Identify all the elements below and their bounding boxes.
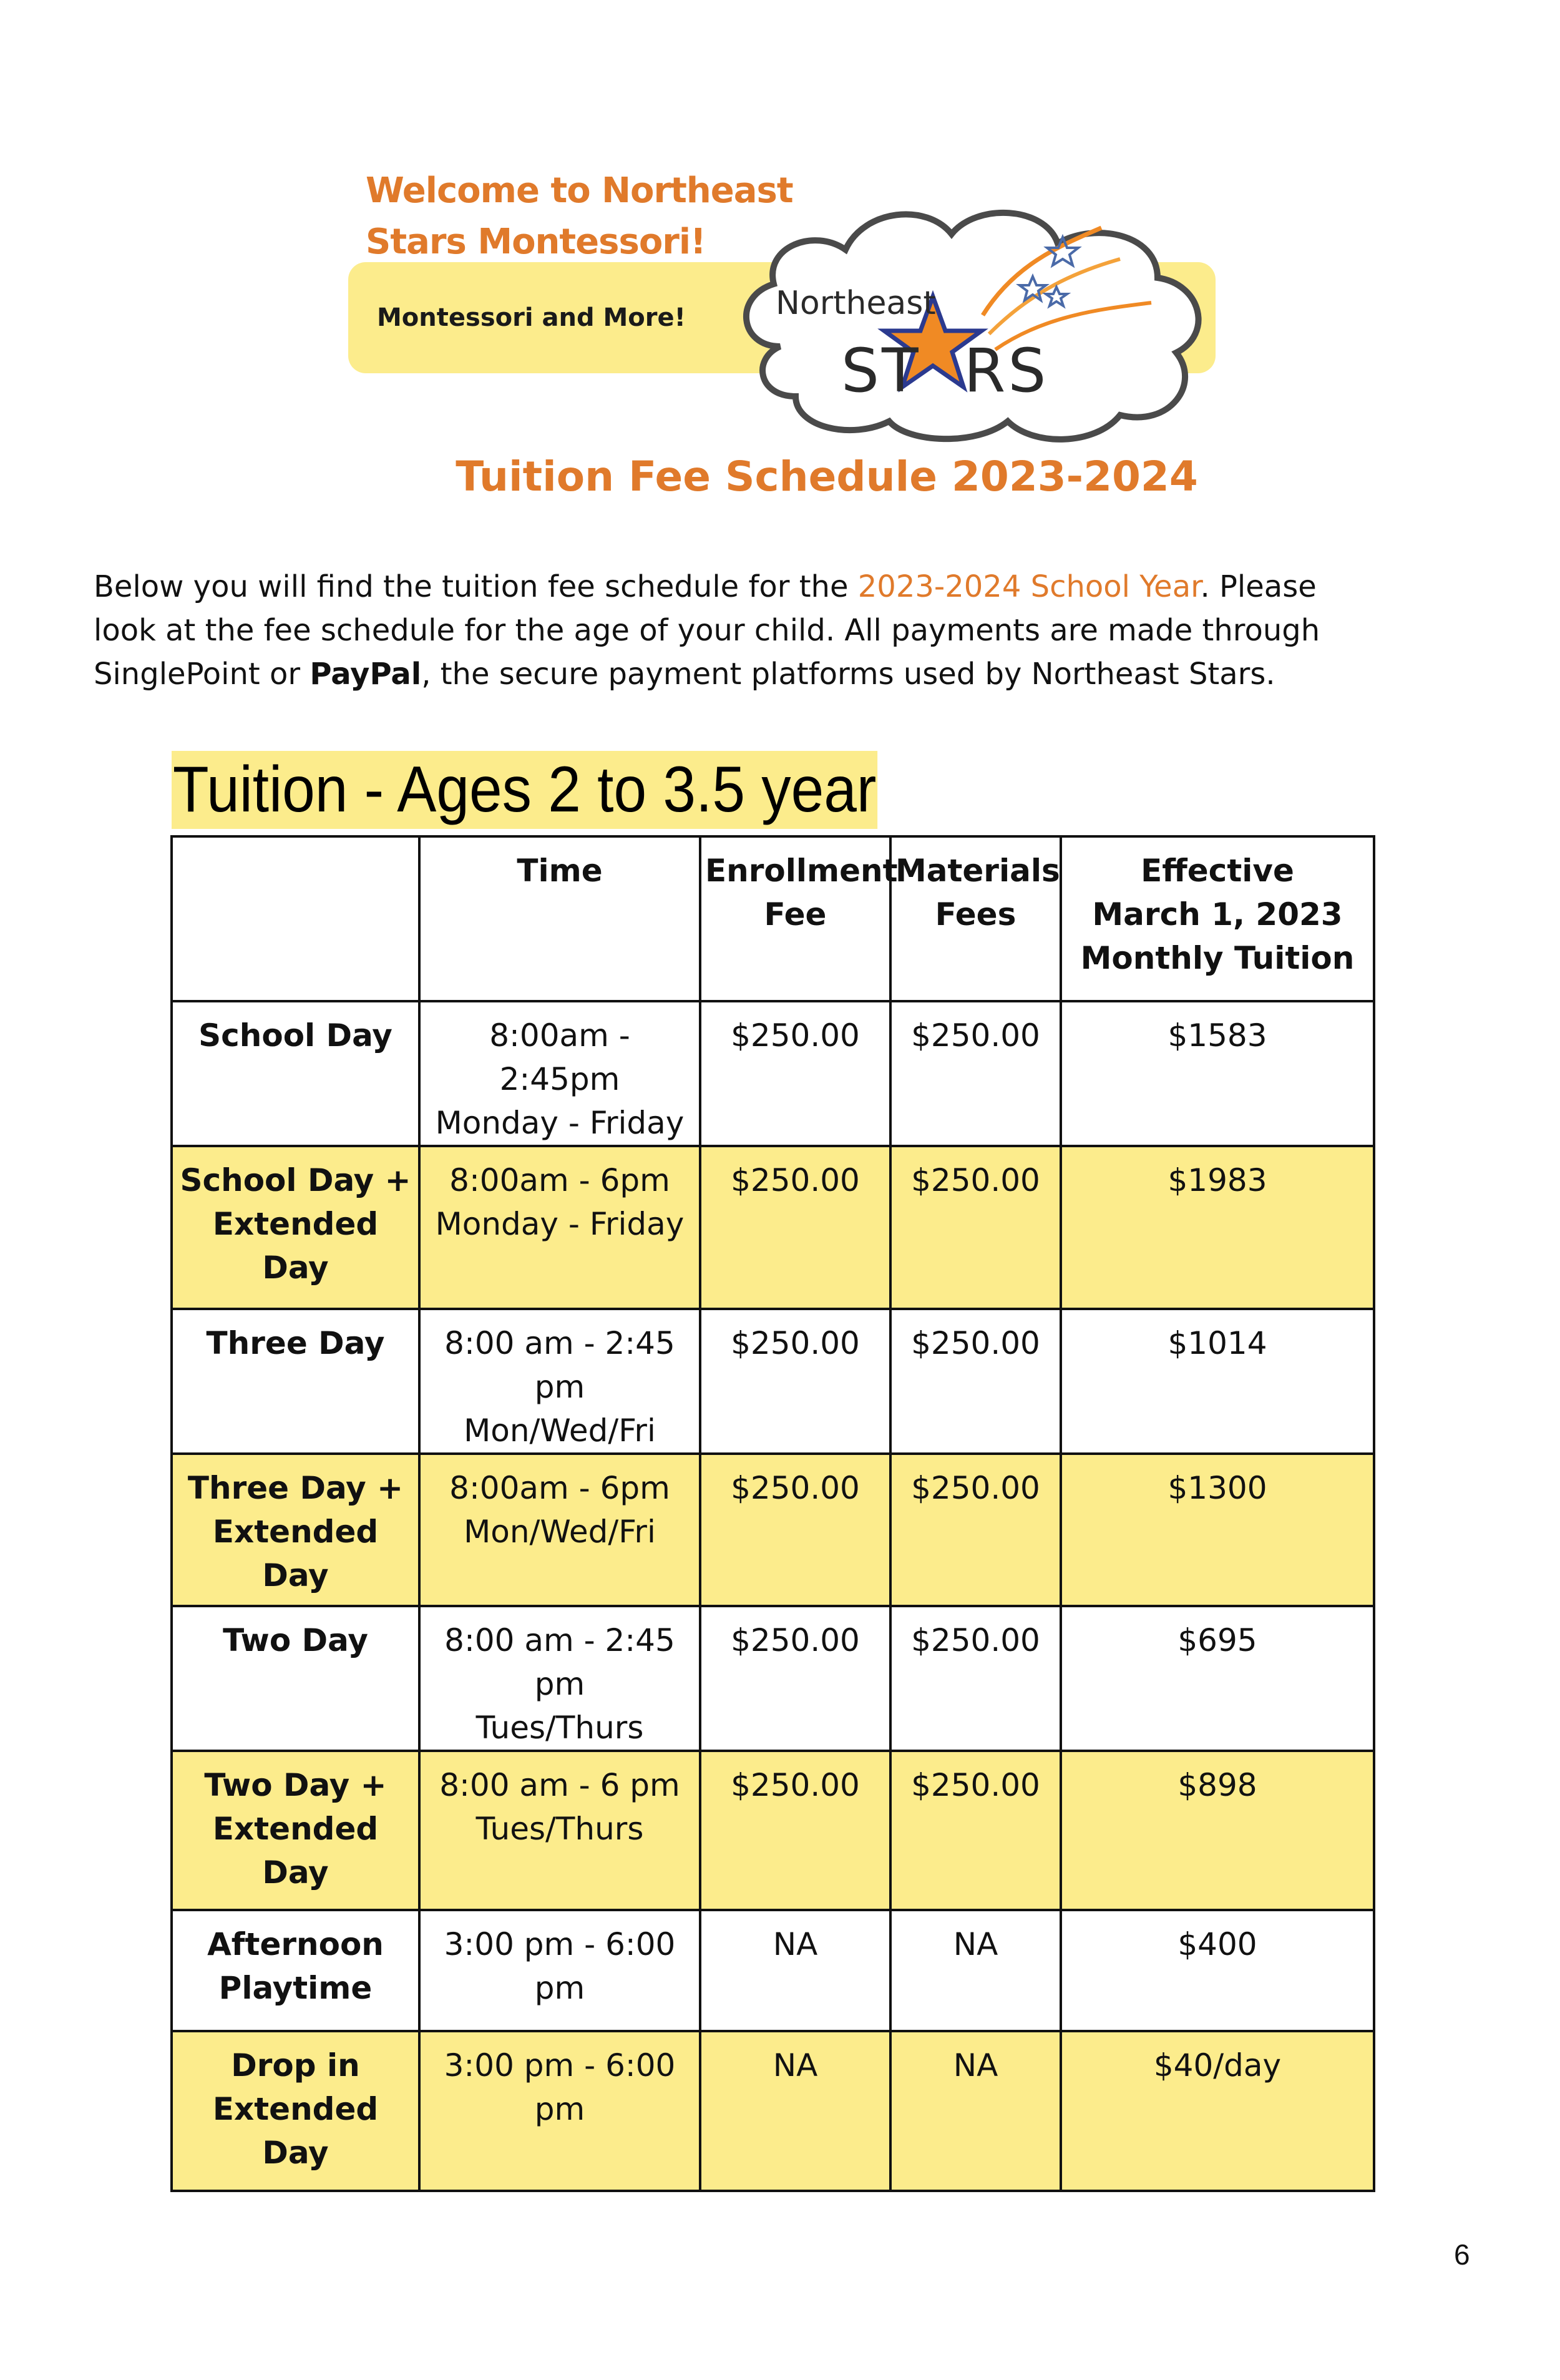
row-materials-fee: $250.00 — [890, 1001, 1061, 1146]
banner-tagline: Montessori and More! — [377, 303, 686, 332]
table-row — [172, 1309, 1374, 1454]
row-materials-fee: $250.00 — [890, 1751, 1061, 1910]
logo-word-northeast: Northeast — [776, 285, 936, 322]
row-time: 8:00 am - 6 pm Tues/Thurs — [419, 1751, 700, 1910]
table-row — [172, 1146, 1374, 1309]
row-time: 8:00am - 6pm Monday - Friday — [419, 1146, 700, 1309]
row-enrollment-fee: $250.00 — [700, 1309, 890, 1454]
row-time: 3:00 pm - 6:00 pm — [419, 2031, 700, 2191]
table-row — [172, 1751, 1374, 1910]
tuition-table — [170, 835, 1375, 2192]
row-monthly-tuition: $40/day — [1061, 2031, 1374, 2191]
row-enrollment-fee: $250.00 — [700, 1146, 890, 1309]
welcome-line-2: Stars Montessori! — [366, 222, 706, 262]
header-monthly-tuition: Effective March 1, 2023 Monthly Tuition — [1061, 836, 1374, 1001]
row-monthly-tuition: $898 — [1061, 1751, 1374, 1910]
header-time: Time — [419, 836, 700, 1001]
intro-paragraph — [94, 565, 1354, 696]
row-enrollment-fee: $250.00 — [700, 1454, 890, 1606]
row-label: School Day — [172, 1001, 419, 1146]
page-number: 6 — [1454, 2238, 1470, 2271]
row-monthly-tuition: $1583 — [1061, 1001, 1374, 1146]
row-label: Two Day + Extended Day — [172, 1751, 419, 1910]
row-time: 8:00 am - 2:45 pm Tues/Thurs — [419, 1606, 700, 1751]
row-enrollment-fee: $250.00 — [700, 1606, 890, 1751]
table-row — [172, 1454, 1374, 1606]
header-blank — [172, 836, 419, 1001]
page-title: Tuition Fee Schedule 2023-2024 — [456, 453, 1198, 501]
table-heading: Tuition - Ages 2 to 3.5 year — [172, 751, 877, 829]
row-monthly-tuition: $400 — [1061, 1910, 1374, 2031]
row-time: 8:00 am - 2:45 pm Mon/Wed/Fri — [419, 1309, 700, 1454]
intro-paypal: PayPal — [310, 657, 422, 692]
row-monthly-tuition: $1983 — [1061, 1146, 1374, 1309]
row-materials-fee: $250.00 — [890, 1146, 1061, 1309]
table-row — [172, 1910, 1374, 2031]
header-enrollment-fee: Enrollment Fee — [700, 836, 890, 1001]
row-label: School Day + Extended Day — [172, 1146, 419, 1309]
row-enrollment-fee: NA — [700, 2031, 890, 2191]
row-enrollment-fee: $250.00 — [700, 1751, 890, 1910]
table-row — [172, 1001, 1374, 1146]
table-header-row — [172, 836, 1374, 1001]
row-monthly-tuition: $695 — [1061, 1606, 1374, 1751]
row-time: 3:00 pm - 6:00 pm — [419, 1910, 700, 2031]
intro-text-3: , the secure payment platforms used by Northeast Stars. — [421, 657, 1275, 692]
row-enrollment-fee: NA — [700, 1910, 890, 2031]
row-monthly-tuition: $1014 — [1061, 1309, 1374, 1454]
row-materials-fee: NA — [890, 1910, 1061, 2031]
intro-school-year: 2023-2024 School Year — [857, 569, 1201, 604]
header-materials-fees: Materials Fees — [890, 836, 1061, 1001]
intro-text-2: . Please look at the fee schedule for the age of your child. All payments are made through SinglePoint or — [94, 569, 1320, 692]
table-row — [172, 2031, 1374, 2191]
row-materials-fee: $250.00 — [890, 1606, 1061, 1751]
row-label: Three Day + Extended Day — [172, 1454, 419, 1606]
row-label: Afternoon Playtime — [172, 1910, 419, 2031]
row-label: Two Day — [172, 1606, 419, 1751]
row-materials-fee: NA — [890, 2031, 1061, 2191]
row-enrollment-fee: $250.00 — [700, 1001, 890, 1146]
row-monthly-tuition: $1300 — [1061, 1454, 1374, 1606]
row-materials-fee: $250.00 — [890, 1309, 1061, 1454]
row-materials-fee: $250.00 — [890, 1454, 1061, 1606]
row-time: 8:00am - 6pm Mon/Wed/Fri — [419, 1454, 700, 1606]
table-row — [172, 1606, 1374, 1751]
intro-text-1: Below you will find the tuition fee schedule for the — [94, 569, 858, 604]
welcome-line-1: Welcome to Northeast — [366, 170, 793, 211]
row-label: Drop in Extended Day — [172, 2031, 419, 2191]
row-label: Three Day — [172, 1309, 419, 1454]
row-time: 8:00am - 2:45pm Monday - Friday — [419, 1001, 700, 1146]
logo-word-stars: ST RS — [841, 336, 1049, 406]
